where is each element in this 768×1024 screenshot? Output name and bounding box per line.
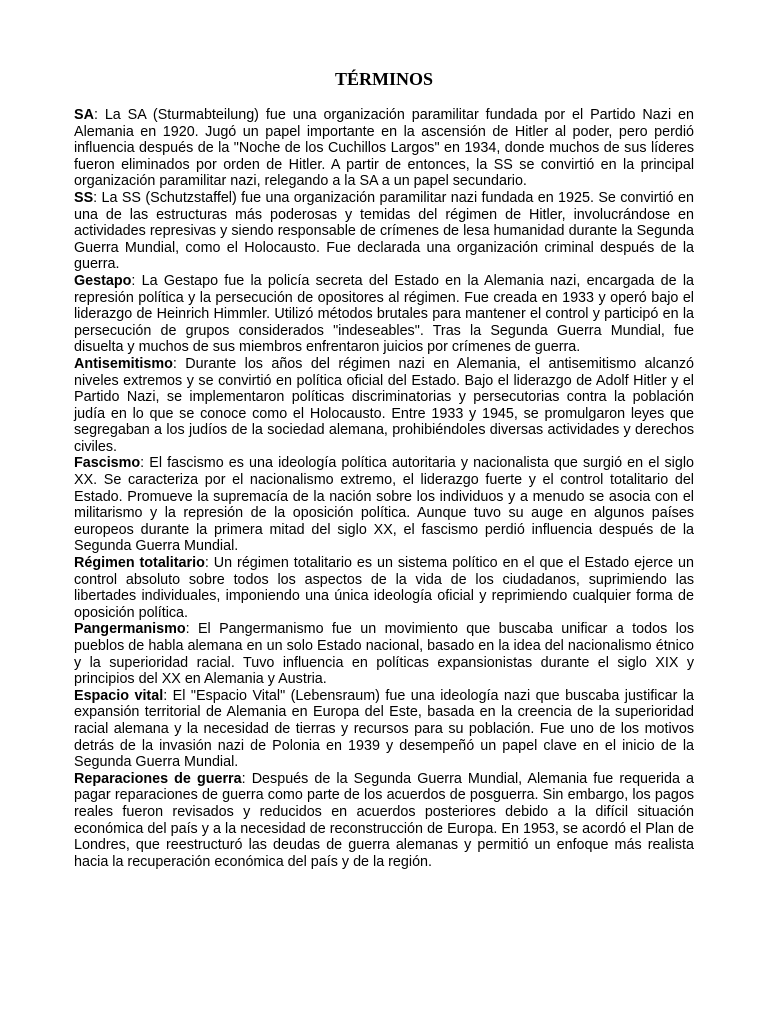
term-reparaciones-de-guerra [74, 771, 694, 871]
term-definition: Durante los años del régimen nazi en Alemania, el antisemitismo alcanzó niveles extremos y se convirtió en política oficial del Estado. Bajo el liderazgo de Adolf Hitler y el Partido Nazi, se implementaron políticas discriminatorias y persecutorias contra la población judía en lo que se conoce como el Holocausto. Entre 1933 y 1945, se promulgaron leyes que segregaban a los judíos de la sociedad alemana, prohibiéndoles diversas actividades y derechos civiles. [74, 355, 694, 455]
term-definition: La SA (Sturmabteilung) fue una organización paramilitar fundada por el Partido Nazi en Alemania en 1920. Jugó un papel importante en la ascensión de Hitler al poder, pero perdió influencia después de la "Noche de los Cuchillos Largos" en 1934, donde muchos de sus líderes fueron eliminados por orden de Hitler. A partir de entonces, la SS se convirtió en la principal organización paramilitar nazi, relegando a la SA a un papel secundario. [74, 107, 694, 190]
term-separator: : [204, 555, 214, 572]
term-name: Régimen totalitario [74, 555, 205, 572]
term-definition: La SS (Schutzstaffel) fue una organización paramilitar nazi fundada en 1925. Se convirtió en una de las estructuras más poderosas y temidas del régimen de Hitler, involucrándose en actividades represivas y siendo responsable de crímenes de lesa humanidad durante la Segunda Guerra Mundial, como el Holocausto. Fue declarada una organización criminal después de la guerra. [74, 189, 694, 273]
term-regimen-totalitario [74, 555, 694, 621]
term-name: Espacio vital [74, 687, 164, 704]
term-separator: : [172, 355, 186, 372]
document-page [74, 0, 694, 870]
term-separator: : [131, 272, 142, 289]
term-name: Reparaciones de guerra [74, 770, 242, 787]
term-name: SS [74, 189, 94, 206]
term-ss [74, 190, 694, 273]
term-antisemitismo [74, 356, 694, 456]
term-name: Gestapo [74, 272, 132, 289]
term-pangermanismo [74, 621, 694, 687]
term-gestapo [74, 273, 694, 356]
term-espacio-vital [74, 688, 694, 771]
term-fascismo [74, 455, 694, 555]
term-separator: : [163, 687, 173, 704]
page-title: TÉRMINOS [334, 69, 433, 89]
term-separator: : [140, 455, 150, 472]
term-sa [74, 107, 694, 190]
term-name: Antisemitismo [74, 355, 173, 372]
term-definition: El fascismo es una ideología política autoritaria y nacionalista que surgió en el siglo XX. Se caracteriza por el nacionalismo extremo, el liderazgo fuerte y el control totalitario del Estado. Promueve la supremacía de la nación sobre los individuos y a menudo se asocia con el militarismo y la represión de la oposición política. Aunque tuvo su auge en algunos países europeos durante la primera mitad del siglo XX, el fascismo perdió influencia después de la Segunda Guerra Mundial. [74, 455, 694, 555]
term-name: Pangermanismo [74, 621, 186, 638]
term-separator: : [241, 770, 252, 787]
terms-list [74, 107, 694, 870]
term-name: Fascismo [74, 455, 141, 472]
term-separator: : [93, 107, 105, 123]
term-separator: : [93, 189, 102, 206]
term-definition: La Gestapo fue la policía secreta del Estado en la Alemania nazi, encargada de la represión política y la persecución de opositores al régimen. Fue creada en 1933 y operó bajo el liderazgo de Heinrich Himmler. Utilizó métodos brutales para mantener el control y participó en la persecución de grupos considerados "indeseables". Tras la Segunda Guerra Mundial, fue disuelta y muchos de sus miembros enfrentaron juicios por crímenes de guerra. [74, 272, 694, 356]
term-definition: El Pangermanismo fue un movimiento que buscaba unificar a todos los pueblos de habla alemana en un solo Estado nacional, basado en la idea del nacionalismo étnico y la superioridad racial. Tuvo influencia en políticas expansionistas durante el siglo XIX y principios del XX en Alemania y Austria. [74, 621, 694, 688]
term-separator: : [185, 621, 198, 638]
term-definition: El "Espacio Vital" (Lebensraum) fue una ideología nazi que buscaba justificar la expansión territorial de Alemania en Europa del Este, basada en la creencia de la superioridad racial alemana y la necesidad de tierras y recursos para su población. Fue uno de los motivos detrás de la invasión nazi de Polonia en 1939 y desempeñó un papel clave en el inicio de la Segunda Guerra Mundial. [74, 687, 694, 771]
term-definition: Un régimen totalitario es un sistema político en el que el Estado ejerce un control absoluto sobre todos los aspectos de la vida de los ciudadanos, suprimiendo las libertades individuales, imponiendo una única ideología oficial y reprimiendo cualquier forma de oposición política. [74, 555, 695, 621]
term-definition: Después de la Segunda Guerra Mundial, Alemania fue requerida a pagar reparaciones de guerra como parte de los acuerdos de posguerra. Sin embargo, los pagos reales fueron revisados y reducidos en acuerdos posteriores debido a la difícil situación económica del país y a la necesidad de reconstrucción de Europa. En 1953, se acordó el Plan de Londres, que reestructuró las deudas de guerra alemanas y permitió un enfoque más realista hacia la recuperación económica del país y de la región. [74, 770, 694, 870]
term-name: SA [74, 107, 94, 123]
